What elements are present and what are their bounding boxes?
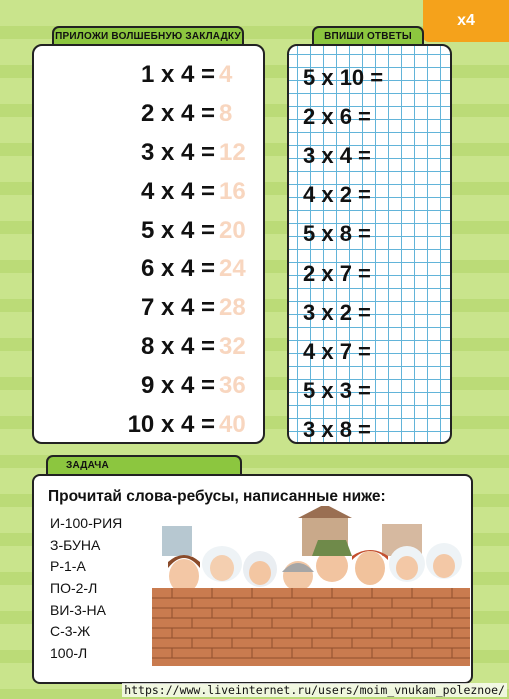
fact-row [34, 172, 263, 211]
fact-row [34, 328, 263, 367]
exercise-text: 5 х 8 = [303, 221, 371, 247]
fact-row [34, 289, 263, 328]
fact-row [34, 405, 263, 444]
fact-expression: 7 х 4 = [140, 294, 215, 322]
rebus-item: ПО-2-Л [50, 579, 98, 596]
exercise-row[interactable] [303, 97, 383, 136]
answer-grid-panel[interactable] [287, 44, 452, 444]
fact-expression: 1 х 4 = [140, 61, 215, 89]
fact-answer: 40 [219, 410, 246, 438]
exercise-text: 3 х 8 = [303, 417, 371, 443]
exercise-list [303, 58, 383, 450]
tab-write-answers: ВПИШИ ОТВЕТЫ [312, 26, 424, 45]
fact-expression: 8 х 4 = [140, 332, 215, 360]
fact-answer: 28 [219, 294, 246, 322]
source-url[interactable]: https://www.liveinternet.ru/users/moim_vnukam_poleznoe/ [124, 683, 505, 697]
fact-expression: 4 х 4 = [140, 177, 215, 205]
fact-answer: 32 [219, 332, 246, 360]
exercise-text: 4 х 2 = [303, 182, 371, 208]
children-behind-wall-illustration [152, 506, 470, 666]
rebus-item: ВИ-3-НА [50, 601, 106, 618]
fact-row [34, 250, 263, 289]
exercise-text: 5 х 3 = [303, 378, 371, 404]
exercise-row[interactable] [303, 136, 383, 175]
fact-row [34, 95, 263, 134]
rebus-item: С-3-Ж [50, 623, 91, 640]
rebus-list [50, 512, 122, 664]
rebus-item: И-100-РИЯ [50, 514, 123, 531]
exercise-row[interactable] [303, 372, 383, 411]
exercise-text: 2 х 6 = [303, 103, 371, 129]
exercise-row[interactable] [303, 411, 383, 450]
fact-answer: 12 [219, 138, 246, 166]
tab-task: ЗАДАЧА [46, 455, 242, 474]
fact-answer: 4 [219, 61, 233, 89]
exercise-text: 3 х 2 = [303, 299, 371, 325]
rebus-item: 100-Л [50, 644, 88, 661]
fact-expression: 3 х 4 = [140, 138, 215, 166]
rebus-item: З-БУНА [50, 536, 101, 553]
fact-answer: 24 [219, 255, 246, 283]
fact-expression: 9 х 4 = [140, 371, 215, 399]
exercise-row[interactable] [303, 293, 383, 332]
task-title: Прочитай слова-ребусы, написанные ниже: [48, 488, 386, 505]
exercise-text: 3 х 4 = [303, 142, 371, 168]
exercise-row[interactable] [303, 254, 383, 293]
page-badge: х4 [423, 0, 509, 42]
exercise-row[interactable] [303, 215, 383, 254]
fact-row [34, 134, 263, 173]
rebus-item: Р-1-А [50, 558, 86, 575]
fact-answer: 20 [219, 216, 246, 244]
fact-answer: 36 [219, 371, 246, 399]
exercise-text: 4 х 7 = [303, 338, 371, 364]
fact-answer: 8 [219, 100, 233, 128]
fact-expression: 10 х 4 = [127, 410, 215, 438]
fact-row [34, 211, 263, 250]
tab-magic-bookmark: ПРИЛОЖИ ВОЛШЕБНУЮ ЗАКЛАДКУ [52, 26, 244, 45]
fact-row [34, 366, 263, 405]
fact-expression: 5 х 4 = [140, 216, 215, 244]
task-panel [32, 474, 473, 684]
fact-expression: 6 х 4 = [140, 255, 215, 283]
exercise-row[interactable] [303, 58, 383, 97]
exercise-text: 2 х 7 = [303, 260, 371, 286]
exercise-text: 5 х 10 = [303, 64, 384, 90]
fact-row [34, 56, 263, 95]
fact-answer: 16 [219, 177, 246, 205]
fact-expression: 2 х 4 = [140, 100, 215, 128]
multiplication-table-panel [32, 44, 265, 444]
exercise-row[interactable] [303, 332, 383, 371]
exercise-row[interactable] [303, 176, 383, 215]
fact-list [34, 56, 263, 444]
